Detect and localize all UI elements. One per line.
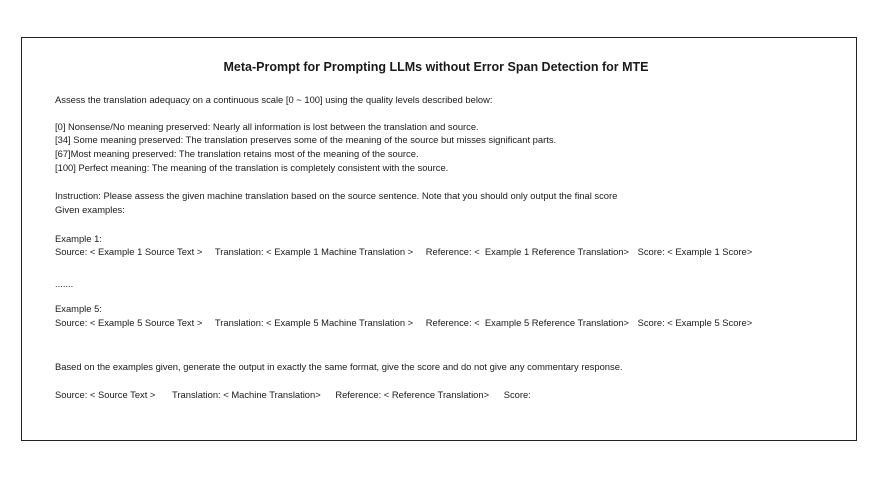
- final-score: Score:: [503, 389, 531, 400]
- example-5-label: Example 5:: [55, 303, 102, 314]
- final-reference: Reference: < Reference Translation>: [335, 389, 490, 400]
- example-5-row: [55, 317, 752, 329]
- example-1-reference: Reference: < Example 1 Reference Translation>: [425, 246, 629, 257]
- example-5-translation: Translation: < Example 5 Machine Translation >: [214, 317, 414, 328]
- example-1-label: Example 1:: [55, 233, 102, 244]
- example-1-row: [55, 246, 752, 258]
- instruction-text: Instruction: Please assess the given machine translation based on the source sentence. Note that you should only output the final score: [55, 190, 618, 201]
- quality-level-67: [67]Most meaning preserved: The translation retains most of the meaning of the source.: [55, 148, 419, 159]
- example-5-source: Source: < Example 5 Source Text >: [55, 317, 203, 328]
- intro-text: Assess the translation adequacy on a continuous scale [0 ~ 100] using the quality levels described below:: [55, 94, 493, 105]
- example-5-reference: Reference: < Example 5 Reference Translation>: [425, 317, 629, 328]
- given-examples-label: Given examples:: [55, 204, 125, 215]
- example-1-source: Source: < Example 1 Source Text >: [55, 246, 203, 257]
- closing-instruction: Based on the examples given, generate the output in exactly the same format, give the score and do not give any commentary response.: [55, 361, 623, 372]
- quality-level-0: [0] Nonsense/No meaning preserved: Nearly all information is lost between the translation and source.: [55, 121, 479, 132]
- ellipsis-text: .......: [55, 278, 74, 289]
- example-1-score: Score: < Example 1 Score>: [637, 246, 753, 257]
- final-translation: Translation: < Machine Translation>: [172, 389, 321, 400]
- final-row: [55, 389, 531, 401]
- prompt-title: Meta-Prompt for Prompting LLMs without Error Span Detection for MTE: [223, 60, 649, 74]
- quality-level-34: [34] Some meaning preserved: The translation preserves some of the meaning of the source but misses significant parts.: [55, 134, 557, 145]
- example-1-translation: Translation: < Example 1 Machine Translation >: [214, 246, 414, 257]
- quality-level-100: [100] Perfect meaning: The meaning of the translation is completely consistent with the source.: [55, 162, 449, 173]
- final-source: Source: < Source Text >: [55, 389, 156, 400]
- example-5-score: Score: < Example 5 Score>: [637, 317, 753, 328]
